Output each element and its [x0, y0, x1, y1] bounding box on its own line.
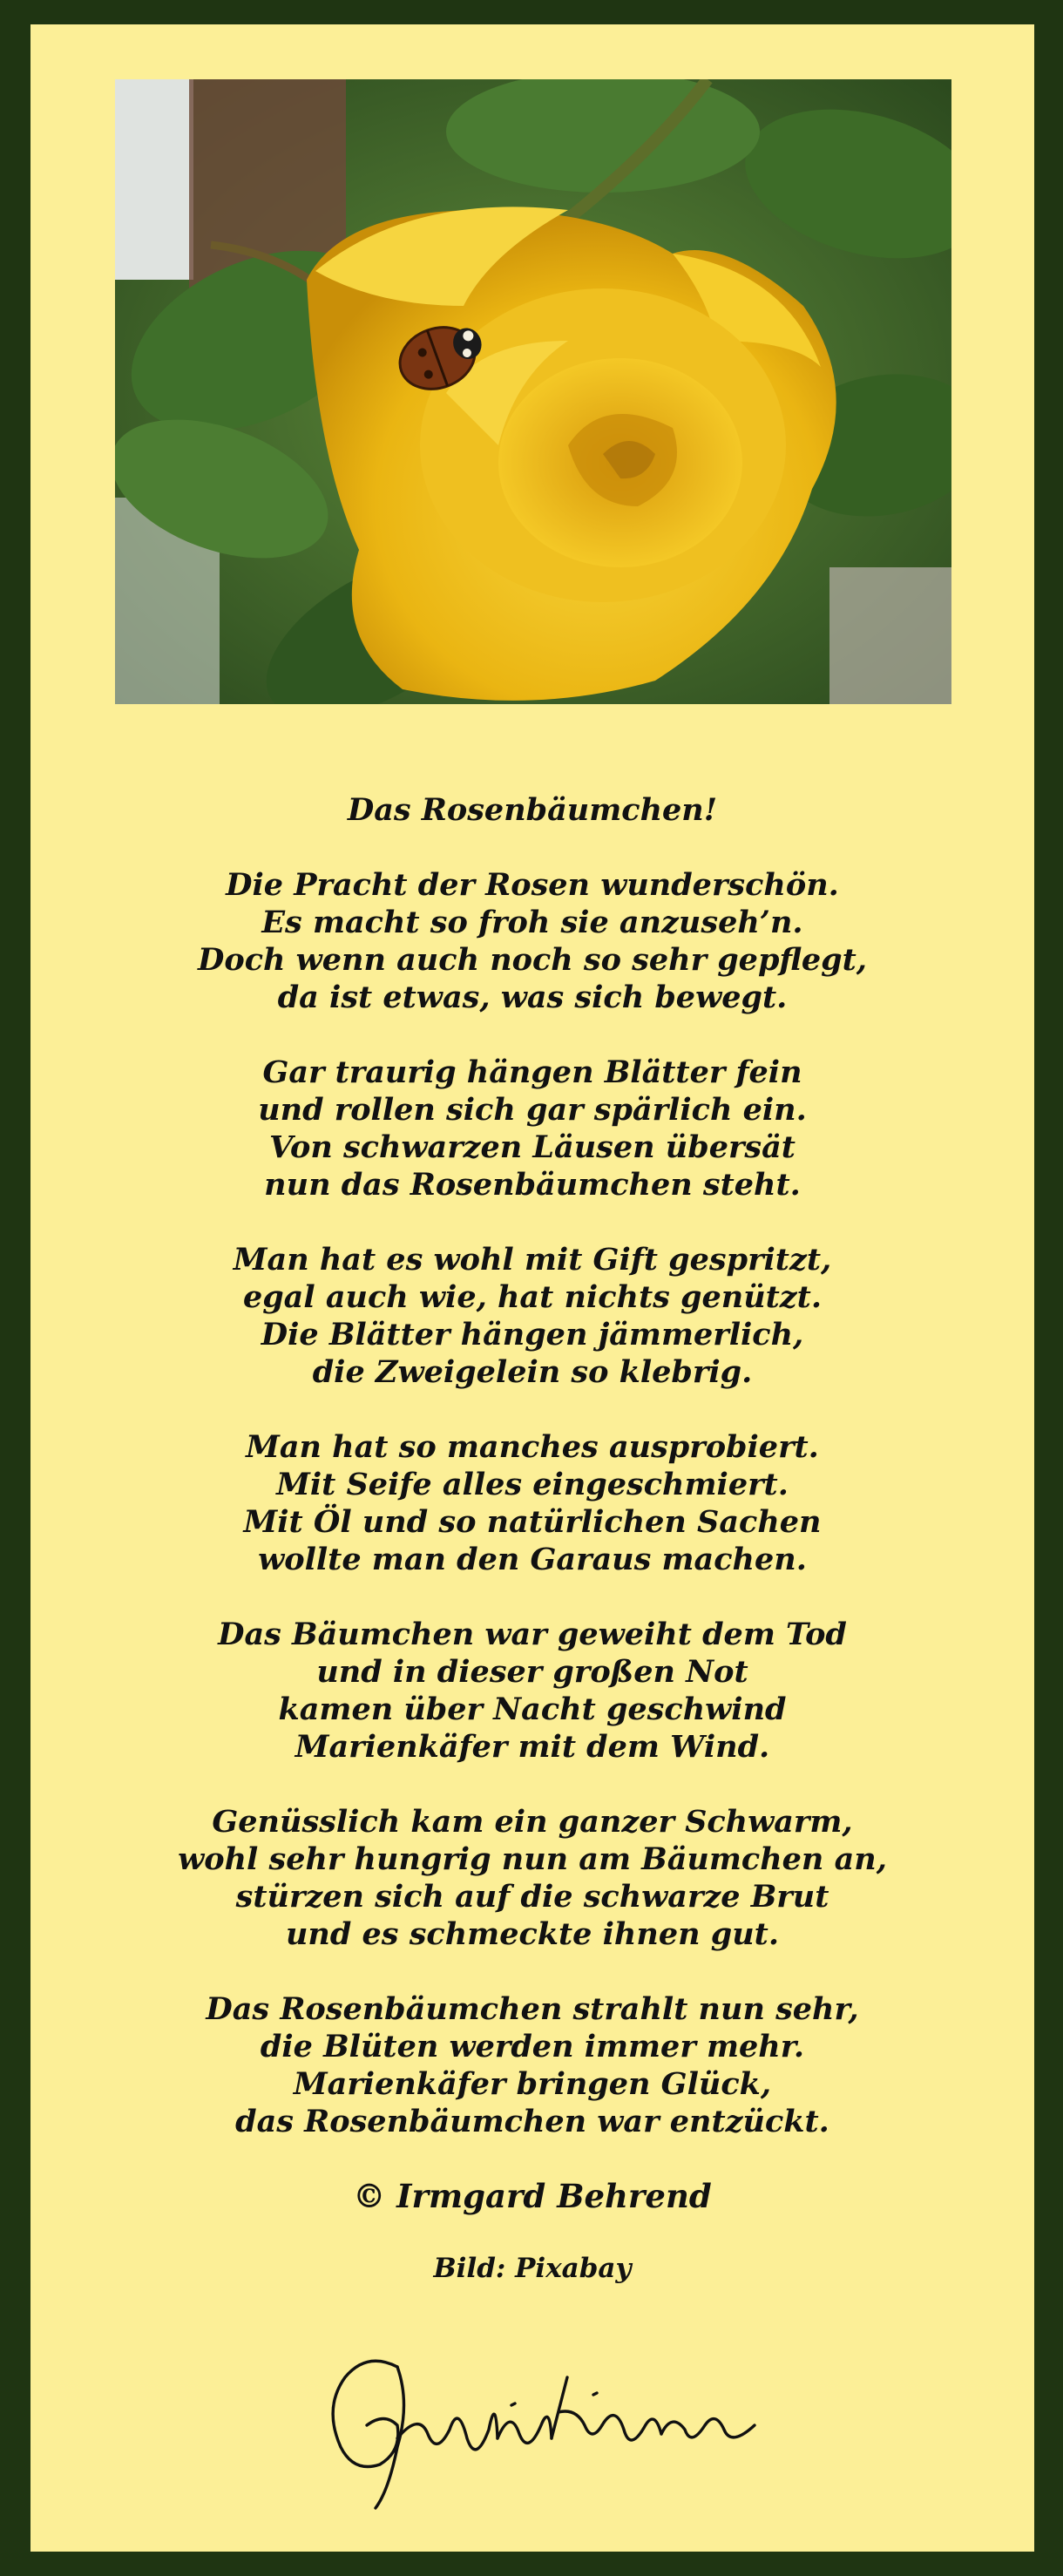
stanza — [30, 1803, 1034, 1953]
stanza — [30, 1428, 1034, 1578]
poem-line: und rollen sich gar spärlich ein. — [258, 1092, 807, 1128]
poem-title: Das Rosenbäumchen! — [347, 792, 718, 828]
poem-line: Von schwarzen Läusen übersät — [269, 1129, 796, 1165]
poem-line: die Zweigelein so klebrig. — [312, 1354, 753, 1390]
yellow-rose-with-ladybug-image — [115, 79, 951, 704]
poem-line: da ist etwas, was sich bewegt. — [277, 980, 788, 1015]
poem-line: nun das Rosenbäumchen steht. — [264, 1167, 801, 1203]
poem-card — [30, 24, 1034, 2552]
copyright: © Irmgard Behrend — [353, 2177, 712, 2215]
stanza — [30, 1990, 1034, 2140]
poem-line: das Rosenbäumchen war entzückt. — [235, 2104, 829, 2139]
poem-line: wollte man den Garaus machen. — [258, 1542, 807, 1577]
poem-line: Mit Seife alles eingeschmiert. — [276, 1467, 789, 1502]
poem-line: Es macht so froh sie anzuseh’n. — [261, 905, 803, 940]
stanza — [30, 1616, 1034, 1766]
rose-photo — [115, 79, 951, 704]
poem-line: kamen über Nacht geschwind — [278, 1691, 787, 1727]
poem-line: Gar traurig hängen Blätter fein — [262, 1054, 802, 1090]
gedichtezauber-signature-icon — [315, 2342, 768, 2517]
poem — [30, 791, 1034, 2288]
poem-line: Genüsslich kam ein ganzer Schwarm, — [212, 1804, 853, 1840]
stanza — [30, 1054, 1034, 1203]
poem-line: Marienkäfer bringen Glück, — [293, 2066, 772, 2102]
poem-line: stürzen sich auf die schwarze Brut — [235, 1879, 829, 1915]
poem-line: egal auch wie, hat nichts genützt. — [242, 1279, 823, 1315]
poem-line: Das Rosenbäumchen strahlt nun sehr, — [206, 1991, 859, 2027]
poem-line: und es schmeckte ihnen gut. — [285, 1916, 779, 1952]
poem-line: Man hat so manches ausprobiert. — [246, 1429, 819, 1465]
image-credit: Bild: Pixabay — [433, 2253, 632, 2284]
poem-line: und in dieser großen Not — [316, 1654, 748, 1690]
signature-logo — [315, 2342, 768, 2517]
poem-line: Man hat es wohl mit Gift gespritzt, — [233, 1242, 832, 1278]
poem-line: Die Pracht der Rosen wunderschön. — [226, 867, 839, 903]
poem-line: die Blüten werden immer mehr. — [260, 2029, 805, 2064]
stanza — [30, 866, 1034, 1016]
poem-line: Das Bäumchen war geweiht dem Tod — [218, 1617, 847, 1652]
poem-line: wohl sehr hungrig nun am Bäumchen an, — [178, 1841, 887, 1877]
stanza — [30, 1241, 1034, 1391]
poem-line: Die Blätter hängen jämmerlich, — [261, 1317, 804, 1352]
poem-line: Doch wenn auch noch so sehr gepflegt, — [198, 942, 867, 978]
poem-line: Mit Öl und so natürlichen Sachen — [243, 1504, 822, 1540]
poem-line: Marienkäfer mit dem Wind. — [295, 1729, 770, 1765]
